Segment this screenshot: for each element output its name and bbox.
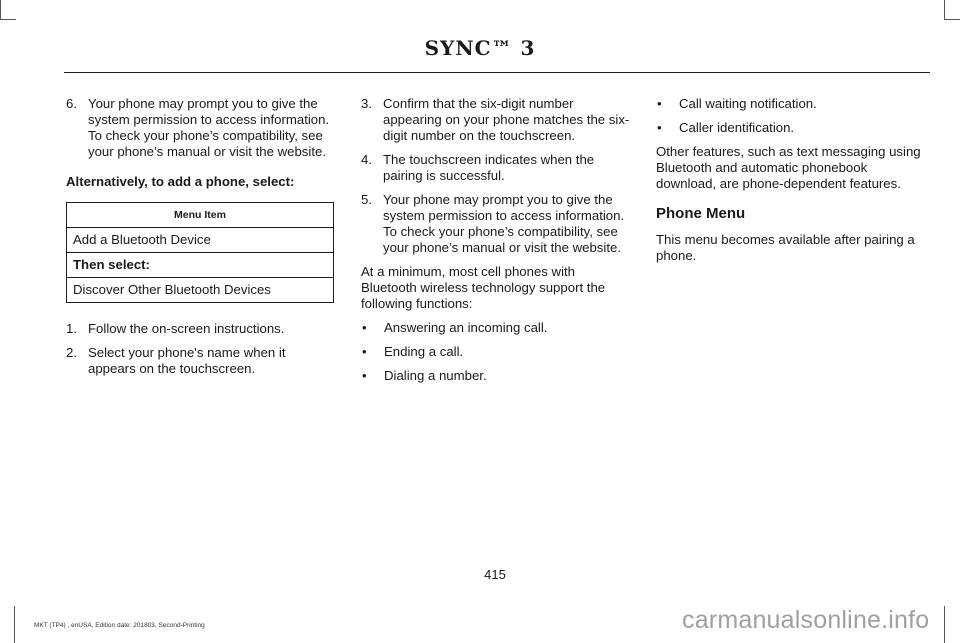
- bullet-item: [656, 96, 930, 112]
- item-number: 5.: [361, 192, 372, 207]
- menu-table: [66, 202, 334, 303]
- item-number: 2.: [66, 345, 77, 360]
- crop-mark: [14, 606, 15, 643]
- crop-mark: [0, 19, 16, 20]
- bullet-item: [361, 320, 633, 336]
- crop-mark: [944, 606, 945, 643]
- header-rule: [64, 72, 930, 73]
- alt-heading: Alternatively, to add a phone, select:: [66, 174, 295, 189]
- item-number: 1.: [66, 321, 77, 336]
- crop-mark: [944, 0, 945, 20]
- bullet-icon: •: [657, 120, 662, 135]
- crop-mark: [944, 19, 960, 20]
- bullet-text: Dialing a number.: [384, 368, 487, 383]
- bullet-text: Answering an incoming call.: [384, 320, 548, 335]
- section-heading: Phone Menu: [656, 205, 746, 222]
- page-header: SYNC™ 3: [424, 36, 536, 60]
- bullet-text: Ending a call.: [384, 344, 464, 359]
- crop-mark: [0, 0, 1, 20]
- list-item: [361, 96, 633, 144]
- list-item: [66, 96, 336, 160]
- list-item: [66, 321, 336, 337]
- menu-table-header: Menu Item: [67, 203, 334, 228]
- item-text: Confirm that the six-digit number appearing on your phone matches the six-digit number on the touchscreen.: [383, 96, 630, 143]
- item-number: 6.: [66, 96, 77, 111]
- watermark: carmanualsonline.info: [682, 606, 930, 634]
- bullet-item: [656, 120, 930, 136]
- column-3: [656, 96, 930, 272]
- edition-footer: MKT (TP4) , enUSA, Edition date: 201803, Second-Printing: [34, 622, 205, 629]
- item-text: Your phone may prompt you to give the system permission to access information. To check your phone’s compatibility, see your phone’s manual or visit the website.: [383, 192, 625, 255]
- list-item: [66, 345, 336, 377]
- table-row: Discover Other Bluetooth Devices: [67, 278, 334, 303]
- page-number: 415: [484, 567, 506, 582]
- intro-paragraph: At a minimum, most cell phones with Bluetooth wireless technology support the following functions:: [361, 264, 606, 311]
- bullet-icon: •: [657, 96, 662, 111]
- list-item: [361, 192, 633, 256]
- bullet-item: [361, 344, 633, 360]
- bullet-icon: •: [362, 320, 367, 335]
- column-1: [66, 96, 336, 385]
- phone-menu-paragraph: This menu becomes available after pairing a phone.: [656, 232, 915, 263]
- bullet-icon: •: [362, 368, 367, 383]
- bullet-text: Caller identification.: [679, 120, 795, 135]
- item-number: 3.: [361, 96, 372, 111]
- item-text: Select your phone's name when it appears on the touchscreen.: [88, 345, 286, 376]
- item-text: The touchscreen indicates when the pairing is successful.: [383, 152, 595, 183]
- item-text: Follow the on-screen instructions.: [88, 321, 285, 336]
- item-text: Your phone may prompt you to give the system permission to access information. To check your phone’s compatibility, see your phone’s manual or visit the website.: [88, 96, 330, 159]
- bullet-text: Call waiting notification.: [679, 96, 817, 111]
- list-item: [361, 152, 633, 184]
- column-2: [361, 96, 633, 392]
- table-row: Then select:: [67, 253, 334, 278]
- features-paragraph: Other features, such as text messaging using Bluetooth and automatic phonebook download, are phone-dependent features.: [656, 144, 921, 191]
- item-number: 4.: [361, 152, 372, 167]
- table-row: Add a Bluetooth Device: [67, 228, 334, 253]
- bullet-icon: •: [362, 344, 367, 359]
- bullet-item: [361, 368, 633, 384]
